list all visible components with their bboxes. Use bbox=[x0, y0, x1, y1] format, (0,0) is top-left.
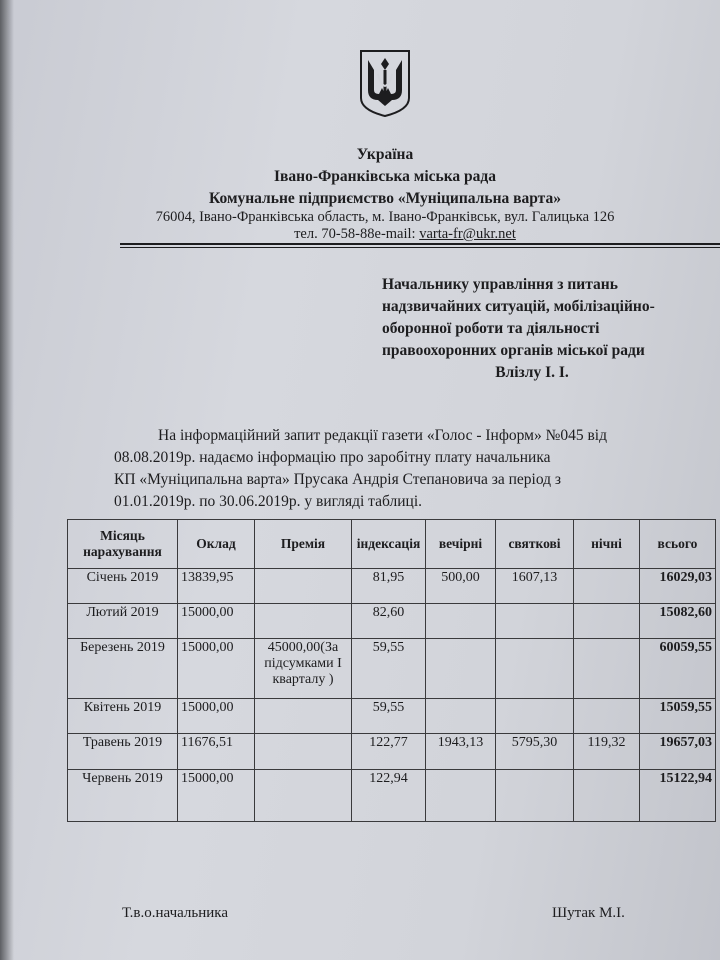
table-row bbox=[68, 699, 716, 734]
cell-evening bbox=[426, 604, 496, 639]
table-row bbox=[68, 569, 716, 604]
cell-salary: 15000,00 bbox=[178, 699, 255, 734]
cell-month: Лютий 2019 bbox=[68, 604, 178, 639]
body-line: 01.01.2019р. по 30.06.2019р. у вигляді таблиці. bbox=[114, 493, 423, 510]
header-enterprise: Комунальне підприємство «Муніципальна варта» bbox=[209, 190, 561, 207]
cell-holiday bbox=[496, 699, 574, 734]
cell-evening bbox=[426, 639, 496, 699]
cell-salary: 15000,00 bbox=[178, 604, 255, 639]
cell-indexation: 122,77 bbox=[352, 734, 426, 770]
recipient-name: Влізлу І. І. bbox=[495, 364, 569, 381]
cell-month: Червень 2019 bbox=[68, 770, 178, 822]
cell-night bbox=[574, 770, 640, 822]
ukraine-trident-emblem-icon bbox=[358, 48, 412, 118]
recipient-line: Начальнику управління з питань bbox=[382, 276, 618, 293]
cell-holiday bbox=[496, 639, 574, 699]
table-row bbox=[68, 770, 716, 822]
col-header-salary: Оклад bbox=[178, 520, 255, 569]
signature-position: Т.в.о.начальника bbox=[122, 905, 229, 921]
col-header-month: Місяць нарахування bbox=[68, 520, 178, 569]
body-line: На інформаційний запит редакції газети «Голос - Інформ» №045 від bbox=[158, 427, 608, 444]
cell-bonus bbox=[255, 604, 352, 639]
salary-table bbox=[67, 519, 716, 822]
table-row bbox=[68, 604, 716, 639]
cell-holiday bbox=[496, 770, 574, 822]
cell-total: 15059,55 bbox=[640, 699, 716, 734]
header-phone: тел. 70-58-88e-mail: bbox=[294, 226, 420, 242]
body-line: КП «Муніципальна варта» Прусака Андрія Степановича за період з bbox=[114, 471, 562, 488]
cell-holiday: 5795,30 bbox=[496, 734, 574, 770]
header-rule-thin bbox=[120, 247, 720, 248]
recipient-block bbox=[382, 274, 702, 384]
signature-name: Шутак М.І. bbox=[552, 905, 625, 921]
cell-indexation: 59,55 bbox=[352, 639, 426, 699]
header-contacts bbox=[0, 226, 720, 243]
body-line: 08.08.2019р. надаємо інформацію про заробітну плату начальника bbox=[114, 449, 551, 466]
col-header-total: всього bbox=[640, 520, 716, 569]
header-rule-thick bbox=[120, 243, 720, 245]
header-council: Івано-Франківська міська рада bbox=[273, 168, 497, 185]
cell-evening: 1943,13 bbox=[426, 734, 496, 770]
cell-evening bbox=[426, 770, 496, 822]
cell-night: 119,32 bbox=[574, 734, 640, 770]
header-country: Україна bbox=[356, 146, 414, 163]
cell-month: Березень 2019 bbox=[68, 639, 178, 699]
cell-holiday: 1607,13 bbox=[496, 569, 574, 604]
cell-salary: 11676,51 bbox=[178, 734, 255, 770]
cell-salary: 15000,00 bbox=[178, 639, 255, 699]
header-address: 76004, Івано-Франківська область, м. Івано-Франківськ, вул. Галицька 126 bbox=[155, 209, 615, 225]
cell-total: 60059,55 bbox=[640, 639, 716, 699]
header-email[interactable]: varta-fr@ukr.net bbox=[419, 226, 516, 242]
cell-salary: 13839,95 bbox=[178, 569, 255, 604]
page-edge-shadow bbox=[0, 0, 14, 960]
col-header-bonus: Премія bbox=[255, 520, 352, 569]
cell-bonus bbox=[255, 770, 352, 822]
cell-night bbox=[574, 699, 640, 734]
col-header-holiday: святкові bbox=[496, 520, 574, 569]
col-header-indexation: індексація bbox=[352, 520, 426, 569]
table-row bbox=[68, 639, 716, 699]
cell-bonus bbox=[255, 569, 352, 604]
cell-total: 15122,94 bbox=[640, 770, 716, 822]
recipient-line: надзвичайних ситуацій, мобілізаційно- bbox=[382, 298, 655, 315]
cell-month: Січень 2019 bbox=[68, 569, 178, 604]
cell-evening bbox=[426, 699, 496, 734]
col-header-night: нічні bbox=[574, 520, 640, 569]
table-header-row bbox=[68, 520, 716, 569]
cell-bonus: 45000,00(За підсумками І кварталу ) bbox=[255, 639, 352, 699]
cell-month: Травень 2019 bbox=[68, 734, 178, 770]
cell-holiday bbox=[496, 604, 574, 639]
recipient-line: оборонної роботи та діяльності bbox=[382, 320, 600, 337]
cell-indexation: 81,95 bbox=[352, 569, 426, 604]
cell-night bbox=[574, 569, 640, 604]
cell-bonus bbox=[255, 699, 352, 734]
cell-total: 19657,03 bbox=[640, 734, 716, 770]
col-header-evening: вечірні bbox=[426, 520, 496, 569]
recipient-line: правоохоронних органів міської ради bbox=[382, 342, 645, 359]
cell-bonus bbox=[255, 734, 352, 770]
cell-total: 15082,60 bbox=[640, 604, 716, 639]
cell-indexation: 122,94 bbox=[352, 770, 426, 822]
cell-salary: 15000,00 bbox=[178, 770, 255, 822]
cell-night bbox=[574, 639, 640, 699]
letter-body bbox=[114, 425, 689, 513]
table-row bbox=[68, 734, 716, 770]
cell-night bbox=[574, 604, 640, 639]
cell-total: 16029,03 bbox=[640, 569, 716, 604]
cell-indexation: 82,60 bbox=[352, 604, 426, 639]
cell-indexation: 59,55 bbox=[352, 699, 426, 734]
cell-month: Квітень 2019 bbox=[68, 699, 178, 734]
cell-evening: 500,00 bbox=[426, 569, 496, 604]
